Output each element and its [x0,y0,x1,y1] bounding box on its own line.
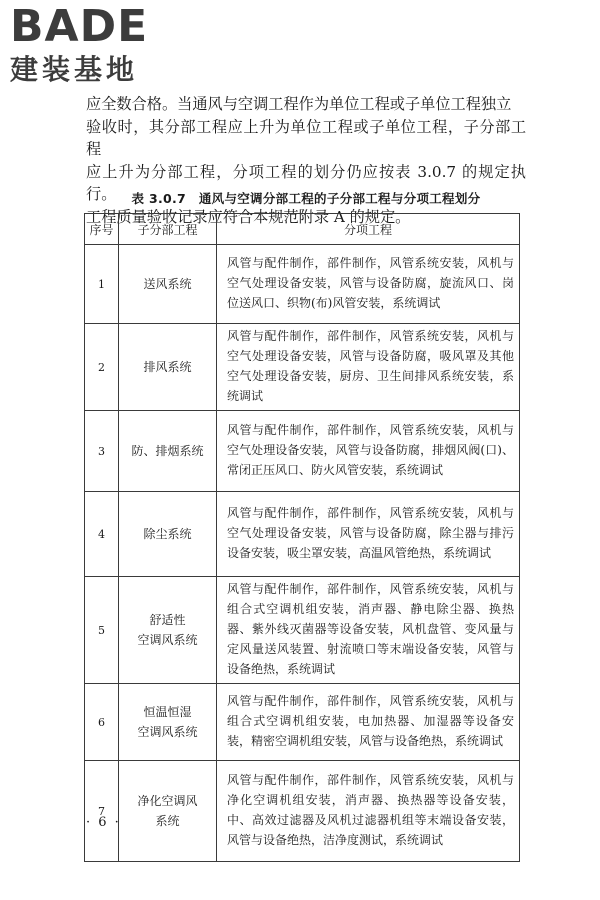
table-row [85,324,520,411]
header-items: 分项工程 [217,214,520,245]
row-items: 风管与配件制作，部件制作，风管系统安装，风机与组合式空调机组安装，消声器、静电除尘器、换热器、紫外线灭菌器等设备安装，风机盘管、变风量与定风量送风装置、射流喷口等末端设备安装，风管与设备绝热，系统调试 [217,577,520,684]
row-items: 风管与配件制作，部件制作，风管系统安装，风机与空气处理设备安装，风管与设备防腐，除尘器与排污设备安装，吸尘罩安装，高温风管绝热，系统调试 [217,492,520,577]
row-num: 4 [85,492,119,577]
row-subdivision [119,411,217,492]
table-row [85,245,520,324]
subdivision-line: 恒温恒湿 [143,705,192,719]
row-subdivision [119,324,217,411]
division-table [84,213,520,862]
bade-logo [10,1,180,92]
table-header-row [85,214,520,245]
row-num: 7 [85,761,119,862]
row-items: 风管与配件制作，部件制作，风管系统安装，风机与组合式空调机组安装，电加热器、加湿器等设备安装，精密空调机组安装，风管与设备绝热，系统调试 [217,684,520,761]
subdivision-line: 排风系统 [143,360,192,374]
row-num: 3 [85,411,119,492]
body-line: 工程质量验收记录应符合本规范附录 A 的规定。 [86,207,411,226]
body-paragraph [86,93,526,228]
subdivision-line: 空调风系统 [137,633,198,647]
table-caption: 表 3.0.7 通风与空调分部工程的子分部工程与分项工程划分 [131,191,481,206]
row-subdivision [119,245,217,324]
row-subdivision [119,684,217,761]
table-row [85,492,520,577]
page-number: · 6 · [86,815,121,830]
logo-subtitle: 建装基地 [10,53,139,86]
body-line: 应上升为分部工程，分项工程的划分仍应按表 3.0.7 的规定执行。 [86,162,526,203]
row-num: 1 [85,245,119,324]
row-items: 风管与配件制作，部件制作，风管系统安装，风机与空气处理设备安装，风管与设备防腐，吸风罩及其他空气处理设备安装，厨房、卫生间排风系统安装，系统调试 [217,324,520,411]
row-num: 6 [85,684,119,761]
table-row [85,411,520,492]
subdivision-line: 防、排烟系统 [131,444,204,458]
row-subdivision [119,761,217,862]
subdivision-line: 送风系统 [143,277,192,291]
table-row [85,577,520,684]
table-row [85,761,520,862]
row-num: 2 [85,324,119,411]
subdivision-line: 净化空调风 [137,794,198,808]
subdivision-line: 舒适性 [149,613,186,627]
row-subdivision [119,577,217,684]
row-num: 5 [85,577,119,684]
body-line: 应全数合格。当通风与空调工程作为单位工程或子单位工程独立 [86,95,512,113]
row-items: 风管与配件制作，部件制作，风管系统安装，风机与空气处理设备安装，风管与设备防腐，旋流风口、岗位送风口、织物(布)风管安装，系统调试 [217,245,520,324]
subdivision-line: 除尘系统 [143,527,192,541]
table-row [85,684,520,761]
subdivision-line: 空调风系统 [137,725,198,739]
body-line: 验收时，其分部工程应上升为单位工程或子单位工程，子分部工程 [86,117,526,158]
subdivision-line: 系统 [155,814,180,828]
row-items: 风管与配件制作，部件制作，风管系统安装，风机与净化空调机组安装，消声器、换热器等设备安装，中、高效过滤器及风机过滤器机组等末端设备安装，风管与设备绝热，洁净度测试，系统调试 [217,761,520,862]
header-num: 序号 [85,214,119,245]
header-subdivision: 子分部工程 [119,214,217,245]
row-items: 风管与配件制作，部件制作，风管系统安装，风机与空气处理设备安装，风管与设备防腐，排烟风阀(口)、常闭正压风口、防火风管安装，系统调试 [217,411,520,492]
row-subdivision [119,492,217,577]
logo-mark: BADE [10,1,149,52]
